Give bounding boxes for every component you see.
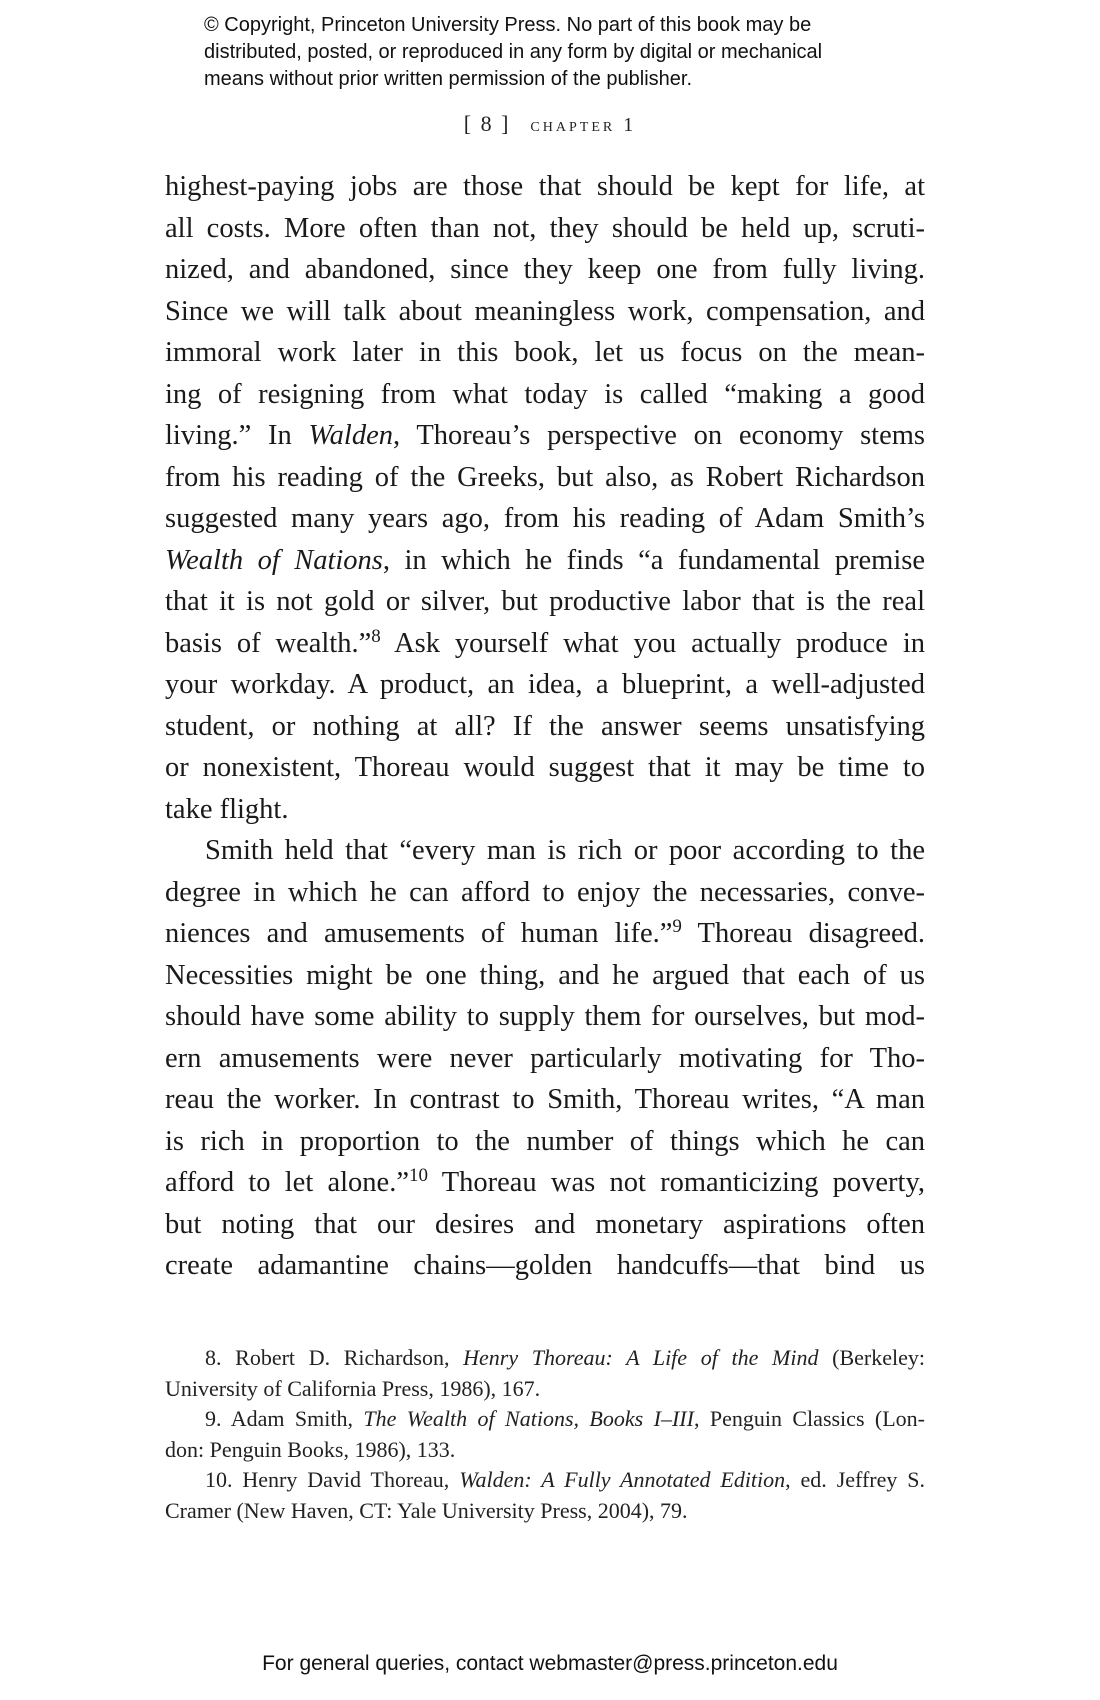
footnote-line (165, 1343, 925, 1374)
text-line: Since we will talk about meaningless work, compensation, and (165, 295, 925, 327)
text-line: your workday. A product, an idea, a blueprint, a well-adjusted (165, 669, 925, 700)
copyright-notice (204, 12, 924, 93)
text-fragment: , ed. Jeffrey S. (785, 1467, 925, 1492)
body-text (165, 166, 925, 1287)
text-line: that it is not gold or silver, but productive labor that is the real (165, 586, 925, 617)
text-line: nized, and abandoned, since they keep one from fully living. (165, 254, 925, 285)
text-fragment: basis of wealth.” (165, 627, 372, 659)
text-line: or nonexistent, Thoreau would suggest that it may be time to (165, 752, 925, 783)
text-line: is rich in proportion to the number of things which he can (165, 1125, 925, 1157)
text-line: create adamantine chains—golden handcuffs—that bind us (165, 1250, 925, 1281)
italic-title: The Wealth of Nations, Books I–III (363, 1406, 694, 1431)
text-line: suggested many years ago, from his reading of Adam Smith’s (165, 503, 925, 534)
text-line (165, 415, 925, 457)
text-line: immoral work later in this book, let us focus on the mean- (165, 337, 925, 368)
text-line (165, 623, 925, 665)
text-line: should have some ability to supply them for ourselves, but mod- (165, 1001, 925, 1032)
footnote-line: Cramer (New Haven, CT: Yale University Press, 2004), 79. (165, 1497, 688, 1523)
copyright-line: means without prior written permission of the publisher. (204, 68, 693, 90)
text-line: Necessities might be one thing, and he argued that each of us (165, 959, 925, 991)
footnote-8 (165, 1343, 925, 1404)
text-line: degree in which he can afford to enjoy the necessaries, conve- (165, 876, 925, 908)
text-line (165, 913, 925, 955)
text-line (165, 1162, 925, 1204)
text-line: all costs. More often than not, they should be held up, scruti- (165, 212, 925, 244)
text-fragment: 9. Adam Smith, (205, 1406, 364, 1431)
text-fragment: Thoreau disagreed. (681, 918, 925, 949)
text-line: reau the worker. In contrast to Smith, Thoreau writes, “A man (165, 1084, 925, 1115)
text-fragment: , in which he finds “a fundamental premise (382, 544, 925, 576)
text-fragment: 10. Henry David Thoreau, (205, 1467, 460, 1492)
text-fragment: , Penguin Classics (Lon- (693, 1406, 926, 1431)
footer-contact[interactable]: For general queries, contact webmaster@press.princeton.edu (262, 1652, 838, 1675)
italic-title: Walden: A Fully Annotated Edition (459, 1467, 786, 1492)
footnote-marker[interactable]: 9 (672, 916, 682, 937)
text-fragment: (Berkeley: (818, 1345, 925, 1370)
italic-title: Wealth of Nations (165, 544, 383, 576)
text-line: but noting that our desires and monetary aspirations often (165, 1208, 925, 1240)
footnote-9 (165, 1404, 925, 1465)
text-fragment: niences and amusements of human life.” (165, 918, 673, 949)
footnote-10 (165, 1465, 925, 1526)
text-line: from his reading of the Greeks, but also, as Robert Richardson (165, 461, 925, 493)
text-fragment: living.” In (165, 420, 292, 451)
running-head (0, 111, 1100, 137)
paragraph (165, 830, 925, 1287)
copyright-line: distributed, posted, or reproduced in any form by digital or mechanical (204, 41, 823, 63)
footnote-line (165, 1465, 925, 1496)
paragraph (165, 166, 925, 830)
chapter-label: chapter 1 (530, 114, 637, 136)
text-line: ern amusements were never particularly motivating for Tho- (165, 1042, 925, 1074)
text-fragment: Ask yourself what you actually produce in (380, 627, 926, 659)
footnote-line (165, 1404, 925, 1435)
text-line: take flight. (165, 793, 289, 825)
text-line: Smith held that “every man is rich or poor according to the (205, 835, 925, 866)
footnote-marker[interactable]: 10 (408, 1165, 428, 1186)
italic-title: Walden (308, 420, 393, 451)
text-line (165, 540, 925, 582)
text-fragment: afford to let alone.” (165, 1167, 409, 1198)
text-line: ing of resigning from what today is called “making a good (165, 378, 925, 410)
text-fragment: Thoreau was not romanticizing poverty, (427, 1167, 925, 1198)
text-fragment: 8. Robert D. Richardson, (205, 1345, 464, 1370)
text-fragment: , Thoreau’s perspective on economy stems (393, 420, 925, 451)
footnotes (165, 1343, 925, 1526)
italic-title: Henry Thoreau: A Life of the Mind (463, 1345, 819, 1370)
footnote-marker[interactable]: 8 (371, 625, 381, 647)
footnote-line: don: Penguin Books, 1986), 133. (165, 1436, 456, 1462)
page-number: [ 8 ] (463, 111, 511, 136)
footnote-line: University of California Press, 1986), 167. (165, 1375, 541, 1401)
copyright-line: © Copyright, Princeton University Press. No part of this book may be (204, 14, 812, 36)
text-line: student, or nothing at all? If the answer seems unsatisfying (165, 710, 925, 742)
text-line: highest-paying jobs are those that should be kept for life, at (165, 171, 925, 202)
